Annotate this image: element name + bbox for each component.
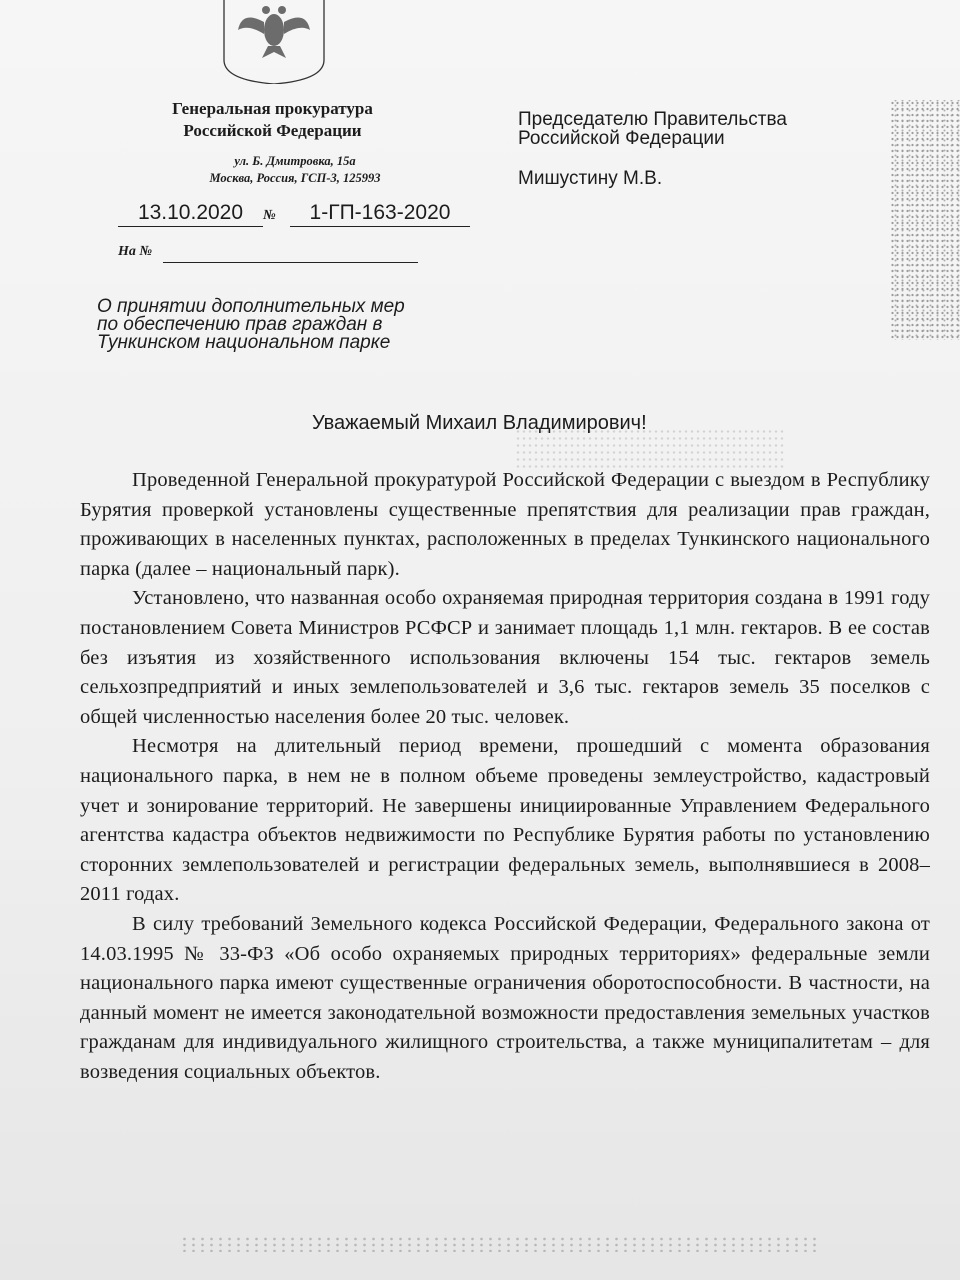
subject-line1: О принятии дополнительных мер <box>97 296 405 317</box>
addressee-line2: Российской Федерации <box>518 128 725 149</box>
body-paragraph-4: В силу требований Земельного кодекса Российской Федерации, Федерального закона от 14.03.1995 № 33-ФЗ «Об особо охраняемых природных территориях» федеральные земли национального парка имеют существенные ограничения оборотоспособности. В частности, на данный момент не имеется законодательной возможности предоставления земельных участков гражданам для индивидуального жилищного строительства, а также муниципалитетам – для возведения социальных объектов. <box>80 912 930 1083</box>
organization-name-line2: Российской Федерации <box>183 121 362 140</box>
reference-blank-underline <box>163 262 418 263</box>
number-sign-label: № <box>263 208 276 223</box>
body-paragraph-1: Проведенной Генеральной прокуратурой Российской Федерации с выездом в Республику Бурятия проверкой установлены существенные препятствия для реализации прав граждан, проживающих в населенных пунктах, расположенных в пределах Тункинского национального парка (далее – национальный парк). <box>80 469 930 580</box>
faint-next-line <box>180 1236 820 1252</box>
subject-line2: по обеспечению прав граждан в <box>97 314 383 335</box>
body-paragraph-2: Установлено, что названная особо охраняемая природная территория создана в 1991 году постановлением Совета Министров РСФСР и занимает площадь 1,1 млн. гектаров. В ее состав без изъятия из хозяйственного использования включены 154 тыс. гектаров земель сельхозпредприятий и иных землепользователей и 3,6 тыс. гектаров земель 35 поселков с общей численностью населения более 20 тыс. человек. <box>80 587 930 728</box>
organization-address <box>170 153 420 187</box>
organization-name <box>135 98 410 142</box>
addressee-line1: Председателю Правительства <box>518 109 787 130</box>
reference-line <box>118 244 428 266</box>
print-noise <box>890 100 960 340</box>
organization-name-line1: Генеральная прокуратура <box>172 99 373 118</box>
coat-of-arms-emblem <box>222 0 326 84</box>
body-paragraph-3: Несмотря на длительный период времени, прошедший с момента образования национального парка, в нем не в полном объеме проведены землеустройство, кадастровый учет и зонирование территорий. Не завершены инициированные Управлением Федерального агентства кадастра объектов недвижимости по Республике Бурятия работы по установлению сторонних землепользователей и регистрации федеральных земель, выполнявшиеся в 2008–2011 годах. <box>80 735 930 906</box>
addressee-block <box>518 110 848 188</box>
subject-line3: Тункинском национальном парке <box>97 332 391 353</box>
registration-line <box>118 200 478 230</box>
letter-subject <box>97 298 477 352</box>
letter-body <box>80 466 930 1087</box>
address-line2: Москва, Россия, ГСП-3, 125993 <box>209 171 381 185</box>
salutation: Уважаемый Михаил Владимирович! <box>312 412 647 434</box>
addressee-name: Мишустину М.В. <box>518 168 663 189</box>
registration-date: 13.10.2020 <box>118 200 263 227</box>
registration-number: 1-ГП-163-2020 <box>290 200 470 227</box>
address-line1: ул. Б. Дмитровка, 15а <box>234 154 356 168</box>
reference-label: На № <box>118 244 153 259</box>
